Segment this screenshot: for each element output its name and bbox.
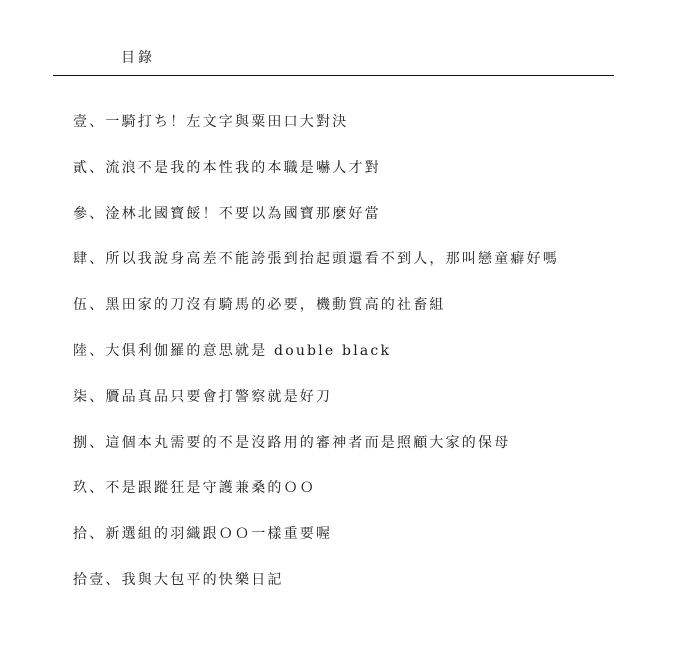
toc-item-8: 捌、這個本丸需要的不是沒路用的審神者而是照顧大家的保母 (73, 434, 511, 451)
toc-item-11: 拾壹、我與大包平的快樂日記 (73, 571, 284, 588)
toc-title: 目錄 (121, 50, 155, 66)
toc-item-1: 壹、一騎打ち！左文字與粟田口大對決 (73, 114, 349, 130)
toc-item-7: 柒、贗品真品只要會打警察就是好刀 (73, 388, 333, 405)
toc-item-3: 參、淦林北國寶餒！不要以為國寶那麼好當 (73, 205, 381, 222)
toc-item-9: 玖、不是跟蹤狂是守護兼桑的ＯＯ (73, 480, 316, 497)
toc-item-4: 肆、所以我說身高差不能誇張到抬起頭還看不到人，那叫戀童癖好嗎 (73, 251, 559, 268)
title-divider (53, 75, 614, 76)
toc-list (73, 112, 559, 616)
toc-item-5: 伍、黑田家的刀沒有騎馬的必要，機動質高的社畜組 (73, 297, 446, 314)
toc-item-10: 拾、新選組的羽織跟ＯＯ一樣重要喔 (73, 526, 333, 543)
toc-item-6: 陸、大俱利伽羅的意思就是 double black (73, 342, 392, 359)
toc-item-2: 貳、流浪不是我的本性我的本職是嚇人才對 (73, 159, 381, 176)
